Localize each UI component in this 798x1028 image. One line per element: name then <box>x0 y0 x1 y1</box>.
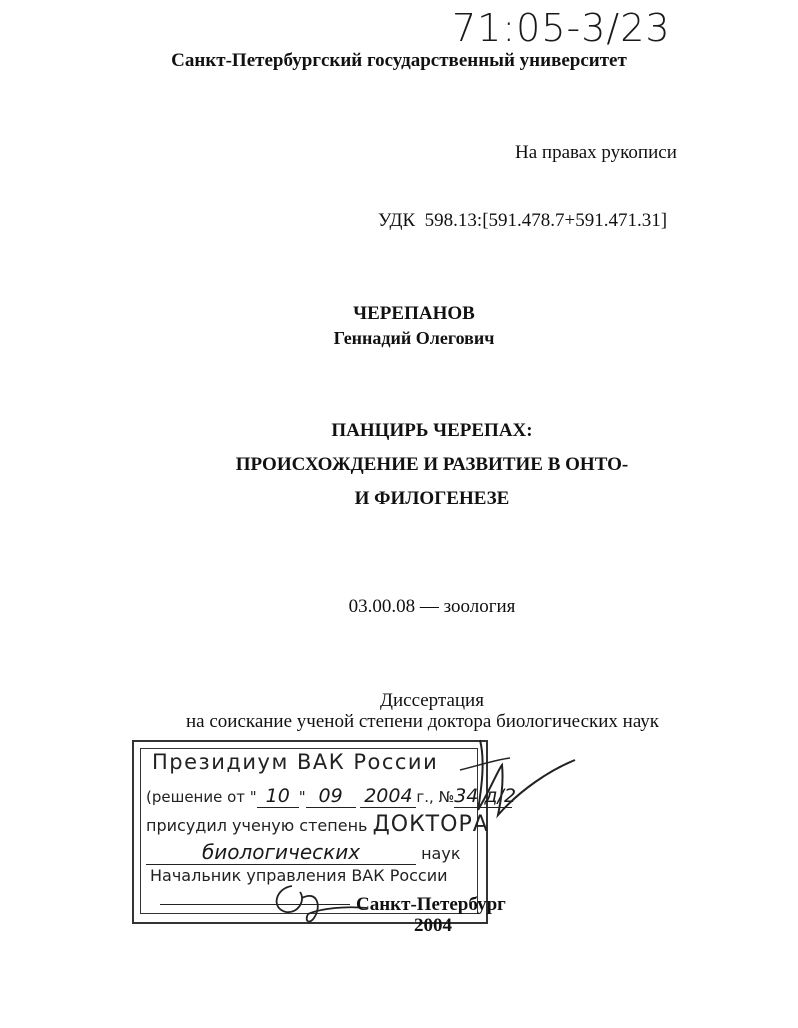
specialty-code: 03.00.08 — зоология <box>348 596 516 617</box>
title-line-3: И ФИЛОГЕНЕЗЕ <box>354 488 510 509</box>
field-handwritten: биологических <box>146 840 416 865</box>
stamp-chief: Начальник управления ВАК России <box>150 866 448 885</box>
decision-prefix: (решение от " <box>146 788 257 806</box>
thesis-type: Диссертация <box>380 690 484 711</box>
decision-number: 34 д/2 <box>454 785 517 807</box>
decision-mid: " <box>298 788 306 806</box>
awarded-prefix: присудил ученую степень <box>146 816 368 835</box>
decision-day: 10 <box>257 785 299 808</box>
signature-stroke-1 <box>478 740 575 815</box>
field-suffix: наук <box>421 844 461 863</box>
decision-year-suffix: г., № <box>416 788 455 806</box>
signature-mark-right <box>440 730 580 840</box>
archive-number: 71:05-3/23 <box>452 6 671 50</box>
thesis-degree: на соискание ученой степени доктора биологических наук <box>186 711 660 732</box>
title-line-1: ПАНЦИРЬ ЧЕРЕПАХ: <box>331 420 533 441</box>
title-line-2: ПРОИСХОЖДЕНИЕ И РАЗВИТИЕ В ОНТО- <box>235 454 629 475</box>
signature-stroke-3 <box>277 886 367 921</box>
year: 2004 <box>414 915 452 936</box>
awarded-degree: ДОКТОРА <box>372 812 489 837</box>
city: Санкт-Петербург <box>356 894 506 915</box>
stamp-header: Президиум ВАК России <box>152 750 439 774</box>
decision-year: 2004 <box>360 785 416 808</box>
author-surname: ЧЕРЕПАНОВ <box>353 303 475 324</box>
udc-code: УДК 598.13:[591.478.7+591.471.31] <box>378 210 668 231</box>
author-given-names: Геннадий Олегович <box>333 328 495 348</box>
university-name: Санкт-Петербургский государственный университет <box>171 50 627 71</box>
stamp-field-line <box>146 840 461 865</box>
stamp-awarded-line <box>146 812 489 837</box>
decision-month: 09 <box>306 785 356 808</box>
manuscript-rights: На правах рукописи <box>515 142 677 163</box>
